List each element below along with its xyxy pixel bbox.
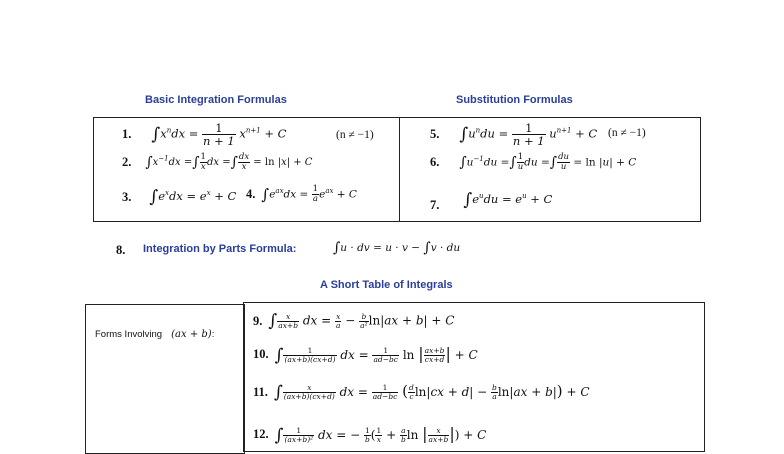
formula-number: 7. — [430, 198, 440, 212]
formula-1: 1. $\int x^ndx$ = $\frac{1}{n + 1}$ $x^{n+1} + C$ — [122, 121, 287, 149]
short-table-heading: A Short Table of Integrals — [320, 279, 453, 291]
table-row-12: 12. ∫ $\frac{1}{\text{(ax+b)²}}$ dx = − $\frac{1}{b}$ ( $\frac{1}{x}$ + $\frac{a}{b}$ ln | $\frac{x}{ax+b}$ |) + C — [253, 424, 487, 446]
forms-involving-label: Forms Involving (ax + b): — [95, 329, 215, 340]
formula-2: 2. $\int x^{-1}dx$ =∫ $\frac{1}{x}$ dx =∫ $\frac{dx}{x}$ = ln |x| + C — [122, 152, 313, 172]
formula-5-condition: (n ≠ −1) — [608, 127, 646, 139]
formula-5: 5. $\int u^ndu$ = $\frac{1}{n + 1}$ $u^{n+1} + C$ — [430, 121, 598, 149]
formula-number: 12. — [253, 427, 269, 442]
substitution-formulas-heading: Substitution Formulas — [456, 94, 573, 106]
formula-number: 4. — [246, 186, 256, 201]
formula-6: 6. $\int u^{-1}du$ =∫ $\frac{1}{u}$ du =∫ $\frac{du}{u}$ = ln |u| + C — [430, 152, 637, 172]
formula-number: 5. — [430, 127, 440, 142]
formula-number: 1. — [122, 127, 132, 142]
formula-7: 7. $\int e^udu = e^u + C$ — [430, 189, 553, 212]
formula-number: 10. — [253, 347, 269, 362]
basic-formulas-heading: Basic Integration Formulas — [145, 94, 287, 106]
parts-label: Integration by Parts Formula: — [143, 243, 297, 255]
formula-number: 2. — [122, 154, 132, 169]
formula-number: 9. — [253, 313, 263, 328]
formula-1-condition: (n ≠ −1) — [336, 129, 374, 141]
table-row-11: 11. ∫ $\frac{x}{(ax+b)(cx+d)}$ dx = $\frac{1}{ad-bc}$ ( $\frac{d}{c}$ ln|cx + d| − $\frac{b}{a}$ ln|ax + b|) + C — [253, 382, 590, 403]
table-row-10: 10. ∫ $\frac{1}{(ax+b)(cx+d)}$ dx = $\frac{1}{ad-bc}$ ln | $\frac{ax+b}{cx+d}$ | + C — [253, 344, 478, 366]
formula-number: 6. — [430, 154, 440, 169]
parts-formula: ∫u · dv = u · v − ∫v · du — [333, 240, 461, 256]
formula-3: 3. $\int e^xdx = e^x + C$ — [122, 187, 237, 207]
table-row-9: 9. ∫ $\frac{x}{ax+b}$ dx = $\frac{x}{a}$ − $\frac{b}{\text{a²}}$ ln|ax + b| + C — [253, 311, 455, 331]
formula-number: 11. — [253, 384, 268, 399]
parts-number: 8. — [116, 243, 126, 257]
formula-4: 4. $\int e^{ax}dx$ = $\frac{1}{a}$ $e^{ax} + C$ — [246, 184, 357, 204]
formula-number: 3. — [122, 189, 132, 204]
